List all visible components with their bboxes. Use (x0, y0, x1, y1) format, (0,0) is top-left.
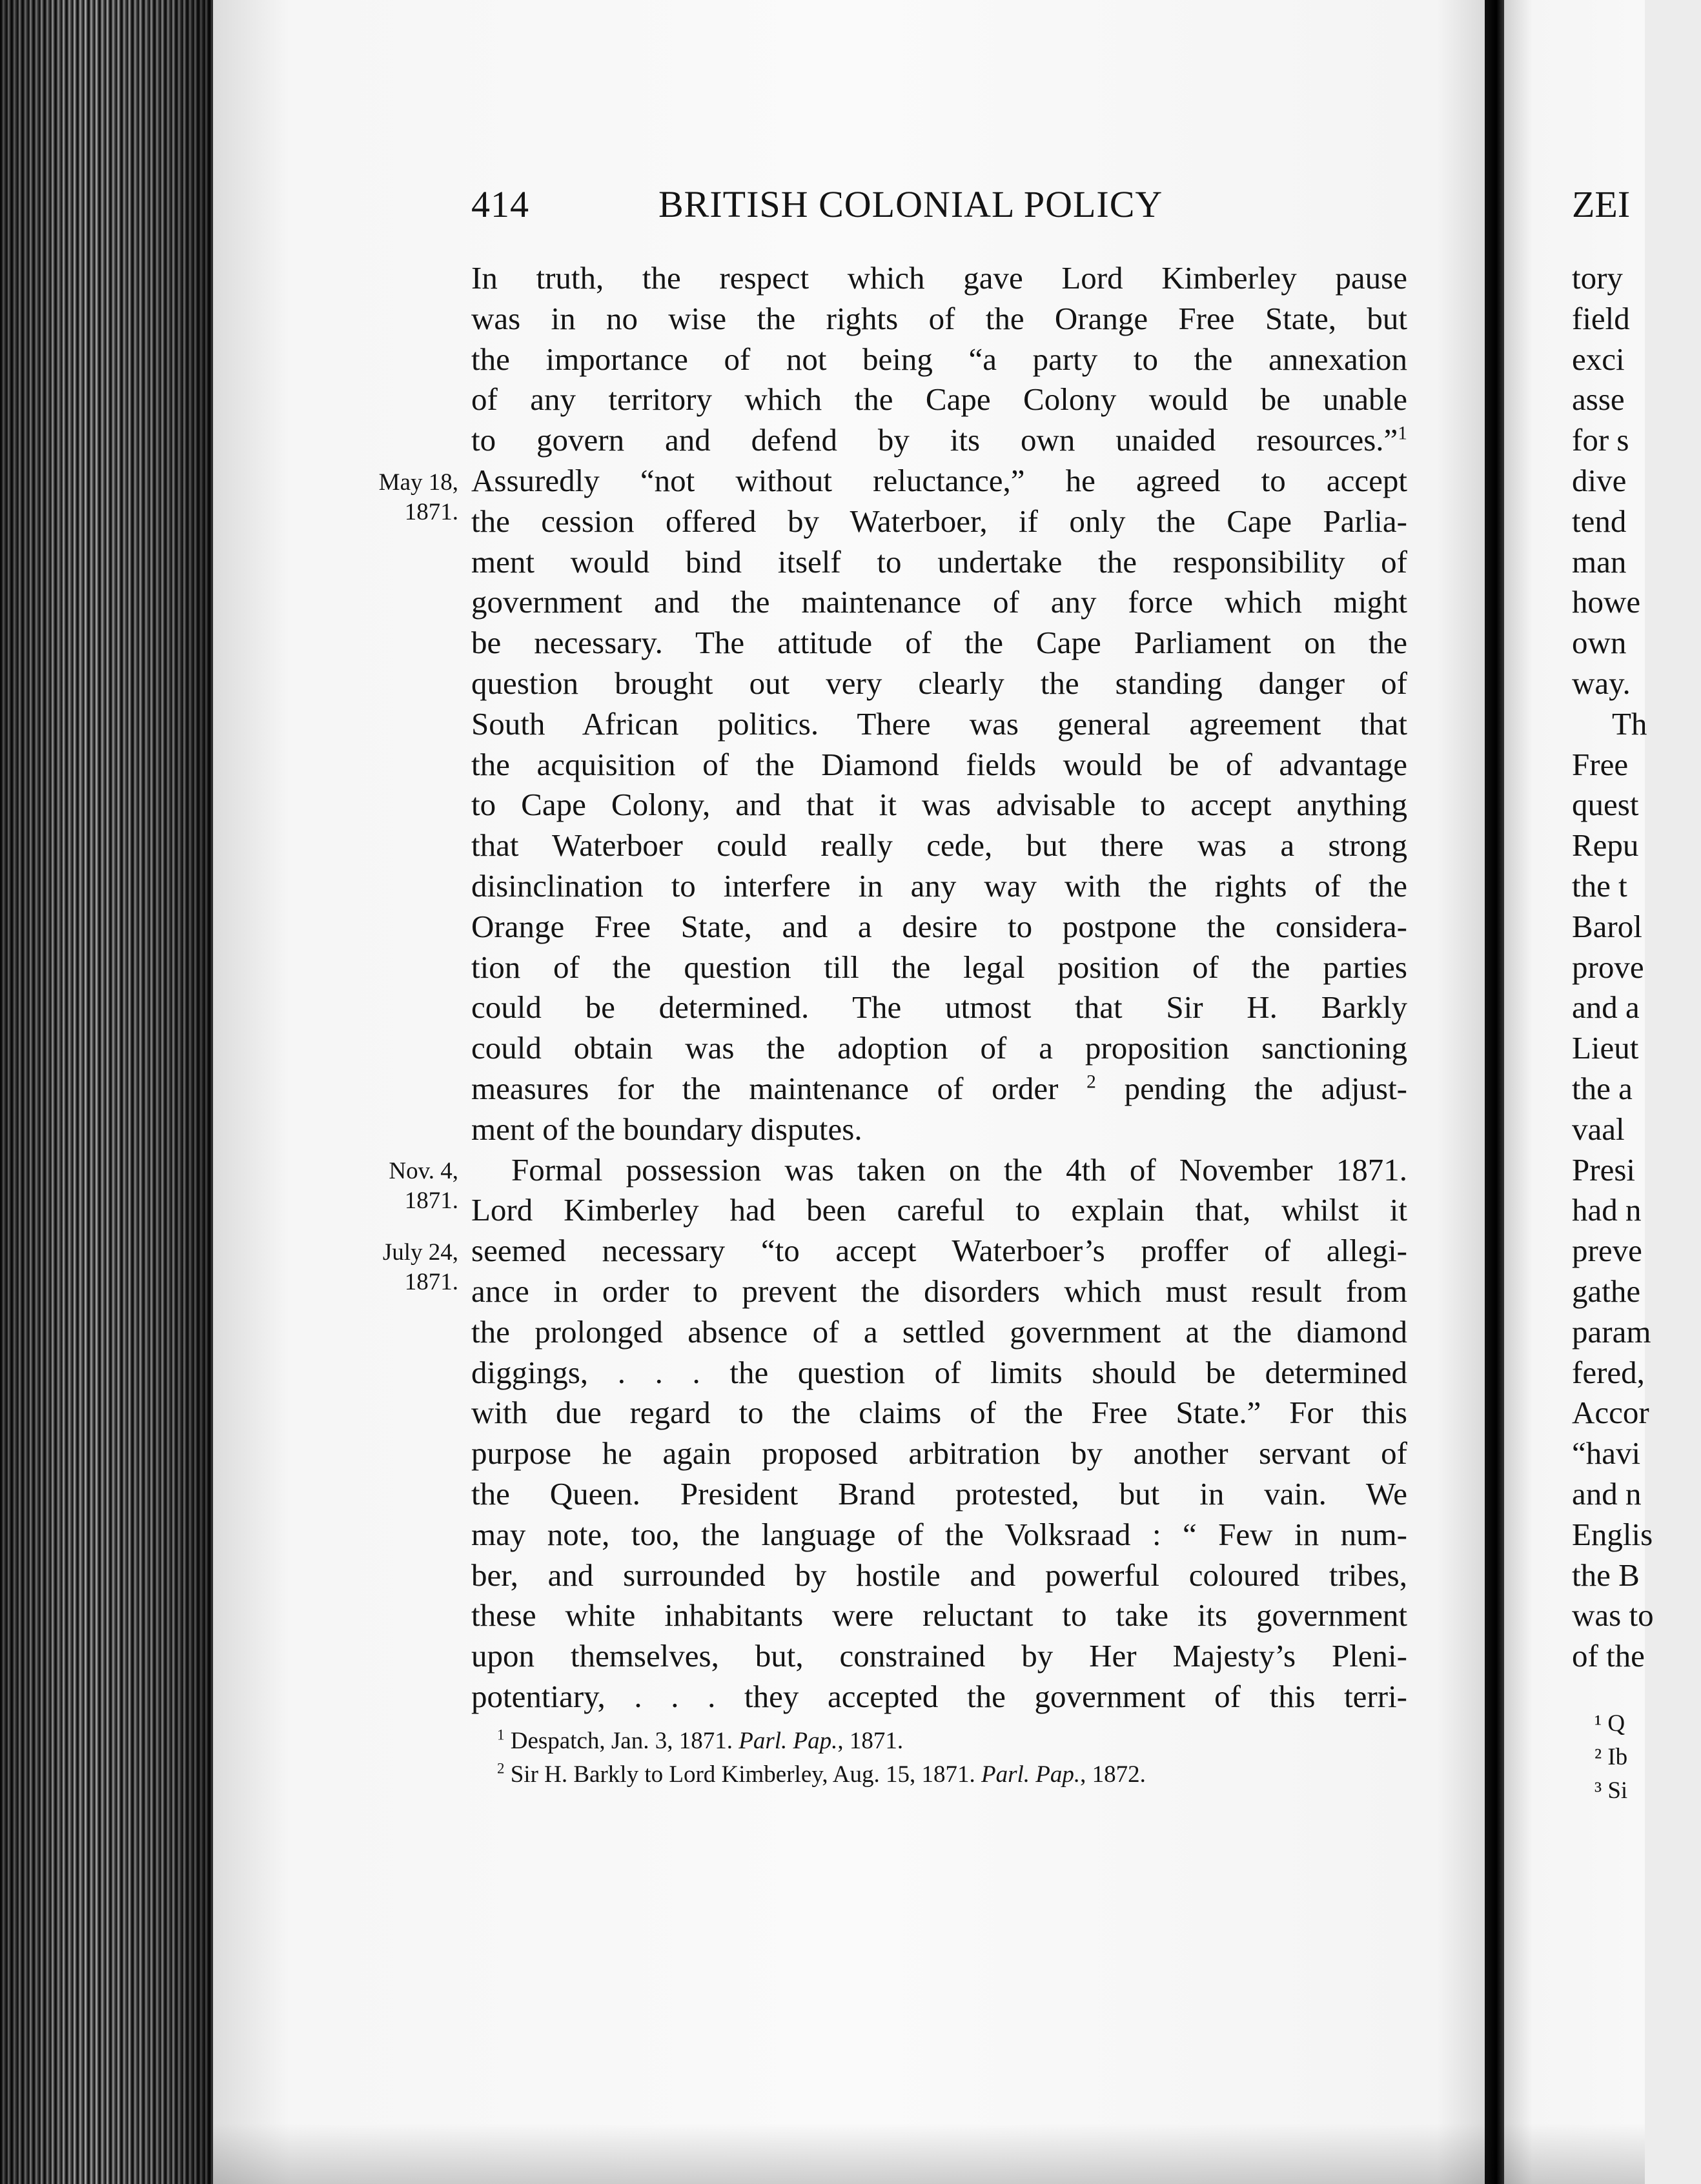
text-line: tion of the question till the legal position of the parties (471, 949, 1407, 985)
footnote-text: Sir H. Barkly to Lord Kimberley, Aug. 15, 1871. (510, 1761, 975, 1788)
text-line (471, 420, 1407, 461)
note-ref-1: 1 (1398, 423, 1407, 444)
right-line: Barol (1572, 908, 1642, 944)
text-line: ber, and surrounded by hostile and powerful coloured tribes, (471, 1557, 1407, 1593)
footnote-1 (471, 1724, 1407, 1758)
right-line: and n (1572, 1475, 1642, 1512)
text-line: South African politics. There was general agreement that (471, 705, 1407, 742)
footnote-number: 2 (497, 1760, 505, 1777)
right-line: and a (1572, 989, 1640, 1026)
right-line: quest (1572, 787, 1639, 823)
text-line: may note, too, the language of the Volksraad : “ Few in num- (471, 1516, 1407, 1552)
right-line: Accor (1572, 1395, 1649, 1431)
text-line: ment of the boundary disputes. (471, 1111, 862, 1147)
page-header (471, 177, 1407, 236)
running-head: BRITISH COLONIAL POLICY (658, 183, 1163, 225)
right-page-head: ZEI (1572, 183, 1631, 225)
margin-note (352, 468, 458, 527)
text-line: the prolonged absence of a settled government at the diamond (471, 1313, 1407, 1350)
text-line: seemed necessary “to accept Waterboer’s proffer of allegi- (471, 1233, 1407, 1269)
right-line: Repu (1572, 827, 1639, 864)
note-ref-2: 2 (1086, 1071, 1096, 1093)
text-line: Formal possession was taken on the 4th of November 1871. (511, 1151, 1407, 1188)
text-line: disinclination to interfere in any way with the rights of the (471, 867, 1407, 904)
text-line: upon themselves, but, constrained by Her Majesty’s Pleni- (471, 1638, 1407, 1674)
text-line: these white inhabitants were reluctant to take its government (471, 1597, 1407, 1633)
margin-note (352, 1238, 458, 1297)
right-line: gathe (1572, 1273, 1641, 1309)
margin-note-date: May 18, (378, 469, 458, 496)
right-footnote: ² Ib (1594, 1744, 1628, 1770)
right-line: the t (1572, 867, 1627, 904)
footnote-number: 1 (497, 1726, 505, 1743)
right-line: exci (1572, 341, 1625, 377)
right-line: of the (1572, 1638, 1645, 1674)
text-line-content: to govern and defend by its own unaided resources.” (471, 422, 1398, 458)
page-number: 414 (471, 183, 529, 225)
right-line: had n (1572, 1192, 1642, 1228)
right-page-footnotes (1594, 1707, 1627, 1808)
right-line: fered, (1572, 1354, 1645, 1390)
right-line: way. (1572, 665, 1631, 701)
right-line: param (1572, 1313, 1651, 1350)
right-line: Th (1612, 705, 1647, 742)
right-line: field (1572, 300, 1630, 336)
text-line-content: measures for the maintenance of order (471, 1070, 1059, 1106)
footnote-tail: , 1872. (1080, 1761, 1146, 1788)
text-line: purpose he again proposed arbitration by another servant of (471, 1435, 1407, 1471)
text-line: Assuredly “not without reluctance,” he agreed to accept (471, 462, 1407, 498)
right-line: dive (1572, 462, 1627, 498)
text-line: could be determined. The utmost that Sir H. Barkly (471, 989, 1407, 1026)
footnote-source: Parl. Pap. (738, 1728, 838, 1754)
text-line: that Waterboer could really cede, but there was a strong (471, 827, 1407, 864)
text-line: ance in order to prevent the disorders which must result from (471, 1273, 1407, 1309)
footnote-tail: , 1871. (837, 1728, 904, 1754)
margin-note (352, 1157, 458, 1216)
text-line: was in no wise the rights of the Orange Free State, but (471, 300, 1407, 336)
margin-note-date: Nov. 4, (389, 1158, 458, 1184)
text-line: government and the maintenance of any force which might (471, 584, 1407, 620)
text-line: In truth, the respect which gave Lord Kimberley pause (471, 260, 1407, 296)
binding-shadow (0, 0, 213, 2184)
text-line (471, 1069, 1407, 1109)
text-line: Lord Kimberley had been careful to explain that, whilst it (471, 1192, 1407, 1228)
right-line: the a (1572, 1070, 1633, 1106)
bottom-shadow (213, 2123, 1645, 2184)
right-line: man (1572, 543, 1627, 580)
right-line: own (1572, 625, 1627, 661)
text-line: diggings, . . . the question of limits should be determined (471, 1354, 1407, 1390)
text-line-tail: pending the adjust- (1124, 1070, 1408, 1106)
text-line: to Cape Colony, and that it was advisable to accept anything (471, 787, 1407, 823)
right-line: was to (1572, 1597, 1654, 1633)
right-line: the B (1572, 1557, 1640, 1593)
right-line: Presi (1572, 1151, 1635, 1188)
right-line: howe (1572, 584, 1641, 620)
text-line: ment would bind itself to undertake the responsibility of (471, 543, 1407, 580)
margin-note-date: July 24, (382, 1239, 458, 1266)
right-line: Lieut (1572, 1030, 1639, 1066)
page-gutter (1485, 0, 1504, 2184)
right-line: asse (1572, 381, 1625, 418)
footnotes (471, 1724, 1407, 1792)
text-line: potentiary, . . . they accepted the government of this terri- (471, 1678, 1407, 1714)
text-line: Orange Free State, and a desire to postpone the considera- (471, 908, 1407, 944)
right-line: Englis (1572, 1516, 1653, 1552)
margin-note-year: 1871. (404, 499, 458, 525)
text-line: be necessary. The attitude of the Cape Parliament on the (471, 625, 1407, 661)
text-line: could obtain was the adoption of a proposition sanctioning (471, 1030, 1407, 1066)
text-line: the Queen. President Brand protested, but in vain. We (471, 1475, 1407, 1512)
text-line: the cession offered by Waterboer, if only the Cape Parlia- (471, 503, 1407, 539)
margin-note-year: 1871. (404, 1188, 458, 1214)
text-line: of any territory which the Cape Colony would be unable (471, 381, 1407, 418)
footnote-2 (471, 1758, 1407, 1792)
right-line: tory (1572, 260, 1623, 296)
text-line: the importance of not being “a party to the annexation (471, 341, 1407, 377)
margin-note-year: 1871. (404, 1269, 458, 1295)
right-line: prove (1572, 949, 1644, 985)
right-page-text (1572, 258, 1701, 1677)
right-line: Free (1572, 746, 1629, 782)
text-line: question brought out very clearly the standing danger of (471, 665, 1407, 701)
right-footnote: ³ Si (1594, 1777, 1628, 1804)
right-line: preve (1572, 1233, 1642, 1269)
footnote-text: Despatch, Jan. 3, 1871. (510, 1728, 733, 1754)
text-line: with due regard to the claims of the Free State.” For this (471, 1395, 1407, 1431)
footnote-source: Parl. Pap. (981, 1761, 1081, 1788)
text-line: the acquisition of the Diamond fields would be of advantage (471, 746, 1407, 782)
body-text (471, 258, 1407, 1717)
right-footnote: ¹ Q (1594, 1710, 1625, 1737)
right-line: “havi (1572, 1435, 1641, 1471)
right-line: for s (1572, 422, 1629, 458)
right-line: vaal (1572, 1111, 1625, 1147)
right-line: tend (1572, 503, 1627, 539)
